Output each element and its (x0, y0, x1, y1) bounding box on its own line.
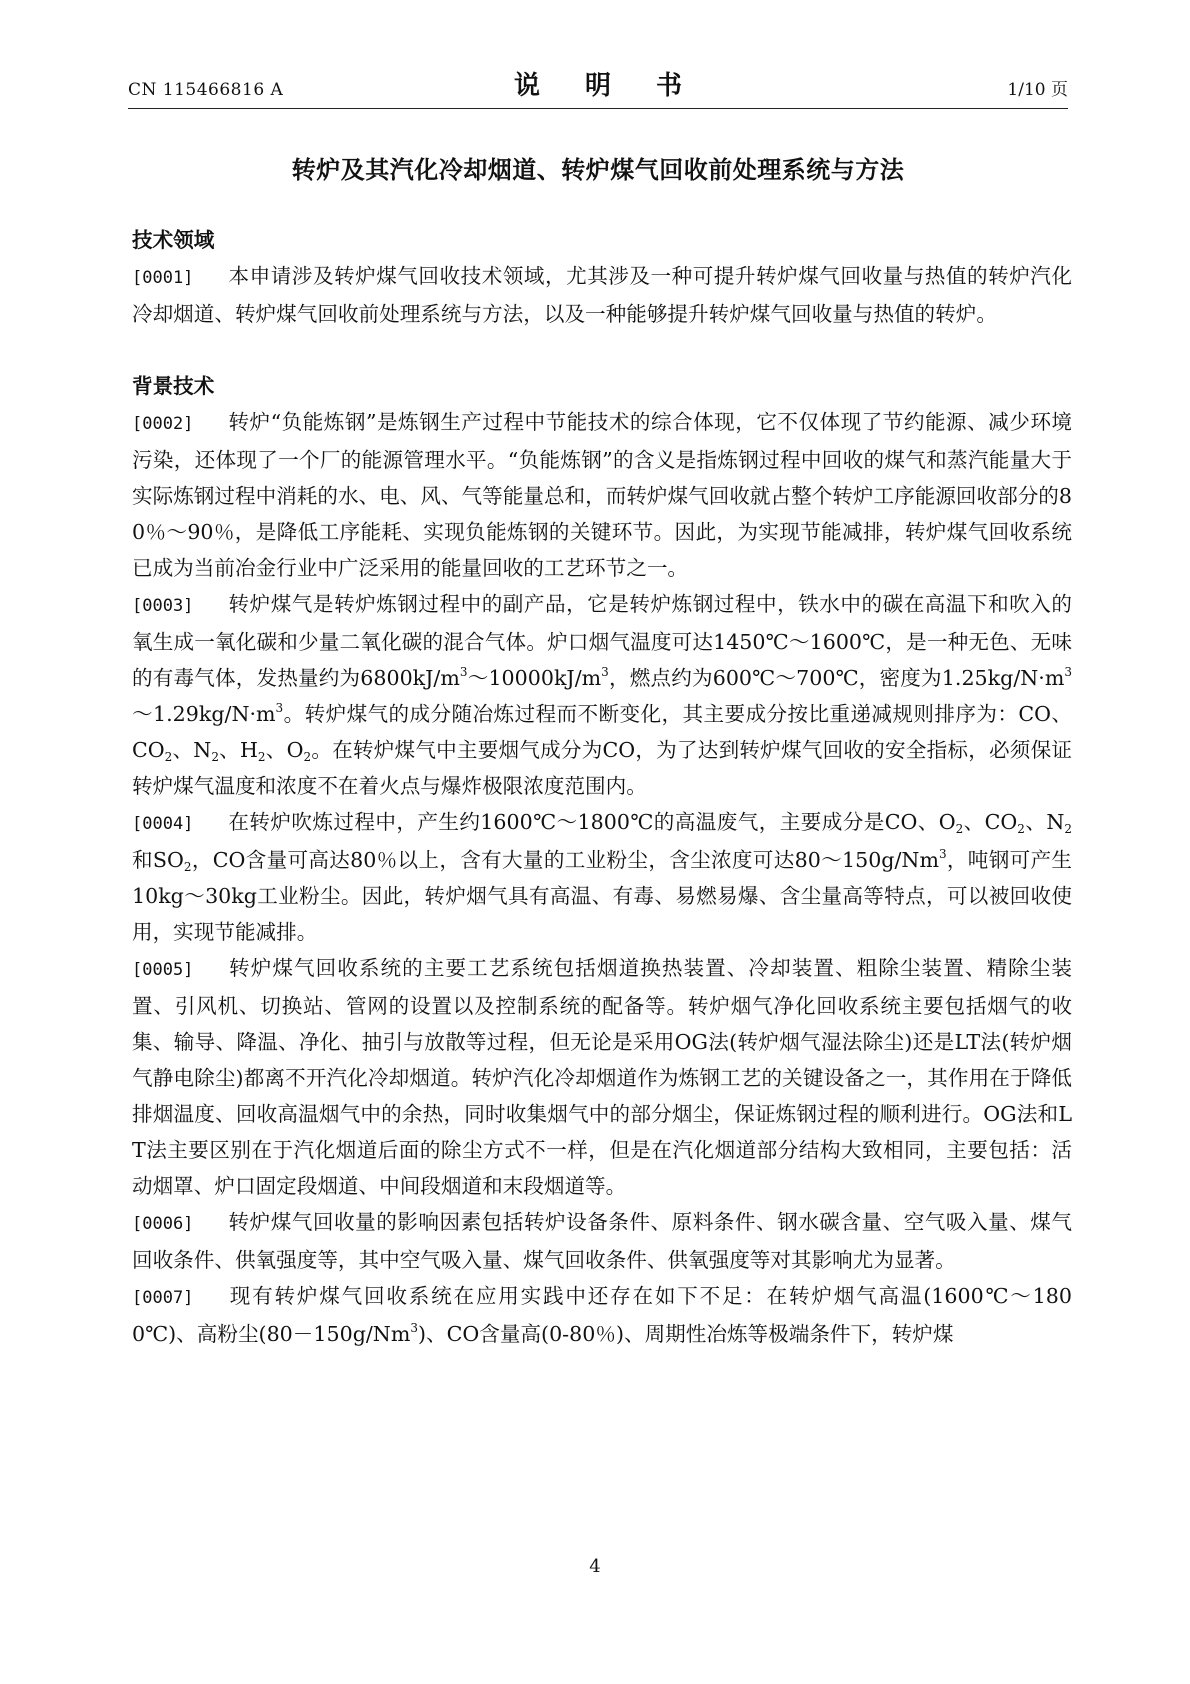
superscript: 3 (601, 665, 609, 679)
paragraph-text: 转炉煤气回收量的影响因素包括转炉设备条件、原料条件、钢水碳含量、空气吸入量、煤气回收条件、供氧强度等，其中空气吸入量、煤气回收条件、供氧强度等对其影响尤为显著。 (132, 1210, 1072, 1272)
paragraph-0007 (132, 1278, 1072, 1352)
paragraph-0002 (132, 404, 1072, 586)
subscript: 2 (303, 750, 312, 764)
section-spacer (132, 332, 1072, 368)
paragraph-number: [0003] (132, 596, 194, 616)
subscript: 2 (1017, 822, 1025, 836)
paragraph-text: 、N (172, 738, 212, 762)
section-heading-tech-field: 技术领域 (132, 228, 215, 252)
paragraph-text: )、CO含量高(0-80％)、周期性冶炼等极端条件下，转炉煤 (418, 1322, 954, 1346)
paragraph-text: 、H (218, 738, 258, 762)
page-number: 4 (589, 1556, 601, 1577)
paragraph-number: [0006] (132, 1214, 194, 1234)
paragraph-text: 现有转炉煤气回收系统在应用实践中还存在如下不足：在转炉烟气高温(1600℃～1800℃)、高粉尘(80－150g/Nm (132, 1284, 1072, 1346)
subscript: 2 (1064, 822, 1072, 836)
subscript: 2 (955, 822, 964, 836)
patent-number: CN 115466816 A (128, 80, 284, 100)
page-header (128, 62, 1068, 109)
paragraph-number: [0007] (132, 1288, 194, 1308)
paragraph-text: 、O (265, 738, 304, 762)
paragraph-number: [0002] (132, 414, 194, 434)
subscript: 2 (211, 750, 219, 764)
superscript: 3 (1064, 665, 1072, 679)
subscript: 2 (164, 750, 173, 764)
superscript: 3 (459, 665, 468, 679)
paragraph-0004 (132, 804, 1072, 950)
paragraph-text: 转炉煤气回收系统的主要工艺系统包括烟道换热装置、冷却装置、粗除尘装置、精除尘装置、引风机、切换站、管网的设置以及控制系统的配备等。转炉烟气净化回收系统主要包括烟气的收集、输导、降温、净化、抽引与放散等过程，但无论是采用OG法(转炉烟气湿法除尘)还是LT法(转炉烟气静电除尘)都离不开汽化冷却烟道。转炉汽化冷却烟道作为炼钢工艺的关键设备之一，其作用在于降低排烟温度、回收高温烟气中的余热，同时收集烟气中的部分烟尘，保证炼钢过程的顺利进行。OG法和LT法主要区别在于汽化烟道后面的除尘方式不一样，但是在汽化烟道部分结构大致相同，主要包括：活动烟罩、炉口固定段烟道、中间段烟道和末段烟道等。 (132, 956, 1072, 1198)
paragraph-0003 (132, 586, 1072, 804)
paragraph-0001 (132, 258, 1072, 332)
document-title: 转炉及其汽化冷却烟道、转炉煤气回收前处理系统与方法 (291, 156, 905, 184)
superscript: 3 (275, 701, 284, 715)
paragraph-0006 (132, 1204, 1072, 1278)
paragraph-text: ，吨钢可产生10kg～30kg工业粉尘。因此，转炉烟气具有高温、有毒、易燃易爆、含尘量高等特点，可以被回收使用，实现节能减排。 (132, 848, 1072, 944)
paragraph-text: 转炉煤气是转炉炼钢过程中的副产品，它是转炉炼钢过程中，铁水中的碳在高温下和吹入的氧生成一氧化碳和少量二氧化碳的混合气体。炉口烟气温度可达1450℃～1600℃，是一种无色、无味的有毒气体，发热量约为6800kJ/m (132, 592, 1072, 690)
paragraph-text: ～10000kJ/m (467, 666, 602, 690)
paragraph-number: [0004] (132, 814, 194, 834)
paragraph-number: [0005] (132, 960, 194, 980)
subscript: 2 (183, 860, 192, 874)
superscript: 3 (410, 1321, 418, 1335)
paragraph-text: 。转炉煤气的成分随冶炼过程而不断变化，其主要成分按比重递减规则排序为：CO、CO (132, 702, 1073, 762)
section-heading-background: 背景技术 (132, 374, 215, 398)
subscript: 2 (257, 750, 266, 764)
paragraph-text: 转炉“负能炼钢”是炼钢生产过程中节能技术的综合体现，它不仅体现了节约能源、减少环境污染，还体现了一个厂的能源管理水平。“负能炼钢”的含义是指炼钢过程中回收的煤气和蒸汽能量大于实际炼钢过程中消耗的水、电、风、气等能量总和，而转炉煤气回收就占整个转炉工序能源回收部分的80％～90％，是降低工序能耗、实现负能炼钢的关键环节。因此，为实现节能减排，转炉煤气回收系统已成为当前冶金行业中广泛采用的能量回收的工艺环节之一。 (132, 410, 1072, 580)
superscript: 3 (938, 847, 947, 861)
paragraph-text: 在转炉吹炼过程中，产生约1600℃～1800℃的高温废气，主要成分是CO、O (228, 810, 956, 834)
paragraph-text: 、N (1024, 810, 1065, 834)
paragraph-number: [0001] (132, 268, 194, 288)
paragraph-text: 。在转炉煤气中主要烟气成分为CO，为了达到转炉煤气回收的安全指标，必须保证转炉煤气温度和浓度不在着火点与爆炸极限浓度范围内。 (132, 738, 1072, 798)
page-indicator: 1/10 页 (1007, 80, 1068, 100)
document-body (132, 222, 1072, 1352)
paragraph-text: 、CO (963, 810, 1018, 834)
document-type: 说 明 书 (513, 71, 701, 101)
paragraph-text: ～1.29kg/N·m (132, 702, 276, 726)
paragraph-text: ，CO含量可高达80％以上，含有大量的工业粉尘，含尘浓度可达80～150g/Nm (191, 848, 939, 872)
paragraph-0005 (132, 950, 1072, 1204)
paragraph-text: 本申请涉及转炉煤气回收技术领域，尤其涉及一种可提升转炉煤气回收量与热值的转炉汽化冷却烟道、转炉煤气回收前处理系统与方法，以及一种能够提升转炉煤气回收量与热值的转炉。 (132, 264, 1072, 326)
paragraph-text: 和SO (132, 848, 184, 872)
paragraph-text: ，燃点约为600℃～700℃，密度为1.25kg/N·m (608, 666, 1065, 690)
